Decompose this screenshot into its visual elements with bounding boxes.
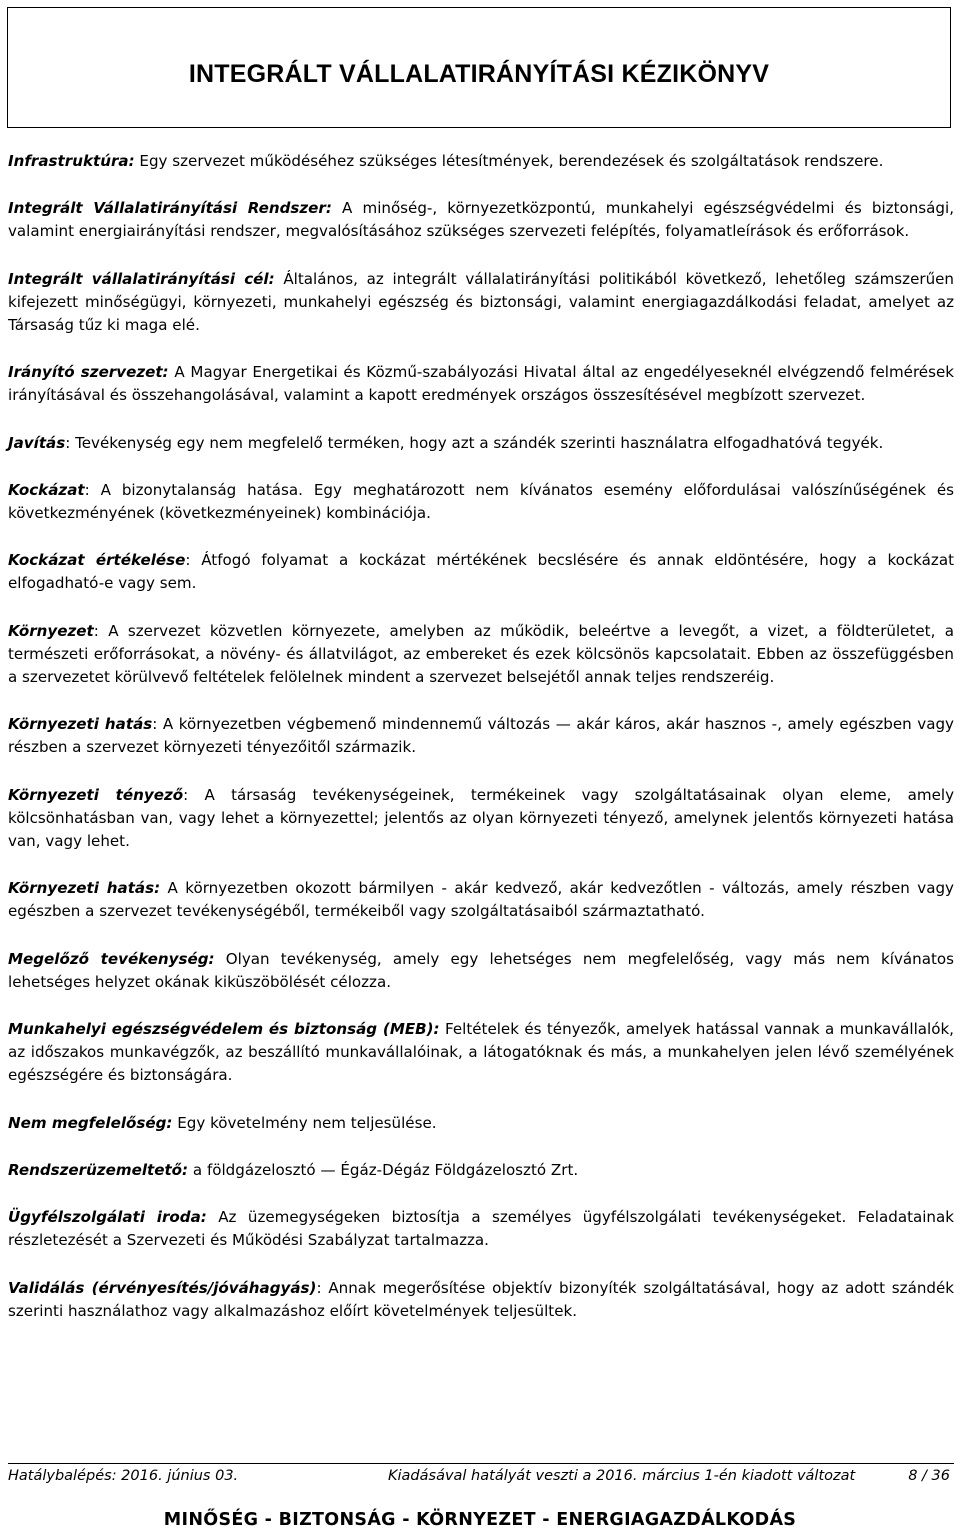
definition-kockazat: [8, 479, 954, 525]
definition-term: Környezeti tényező: [8, 785, 184, 804]
definition-iranyito-szervezet: [8, 361, 954, 407]
definition-kornyezeti-hatas: [8, 713, 954, 759]
definition-text: Olyan tevékenység, amely egy lehetséges nem megfelelőség, vagy más nem kívánatos lehetséges helyzet okának kiküszöbölését célozza.: [8, 949, 954, 991]
definition-term: Kockázat: [8, 480, 85, 499]
definition-text: : A környezetben végbemenő mindennemű változás — akár káros, akár hasznos -, amely egészben vagy részben a szervezet környezeti tényezőitől származik.: [8, 715, 954, 757]
definition-text: Egy követelmény nem teljesülése.: [172, 1113, 437, 1132]
definition-text: : Tevékenység egy nem megfelelő terméken, hogy azt a szándék szerinti használatra elfogadhatóvá tegyék.: [65, 433, 884, 452]
definition-text: Általános, az integrált vállalatirányítási politikából következő, lehetőleg számszerűen kifejezett minőségügyi, környezeti, munkahelyi egészség és biztonsági, valamint energiagazdálkodási feladat, amelyet az Társaság tűz ki maga elé.: [8, 269, 954, 335]
footer-motto: MINŐSÉG - BIZTONSÁG - KÖRNYEZET - ENERGIAGAZDÁLKODÁS: [163, 1510, 797, 1530]
definition-megelozo-tevekenyseg: [8, 948, 954, 994]
definition-validalas: [8, 1277, 954, 1323]
document-header: [7, 7, 951, 128]
definition-nem-megfeleloseg: [8, 1112, 954, 1135]
definition-meb: [8, 1018, 954, 1088]
definition-kockazat-ertekelese: [8, 549, 954, 595]
definition-term: Megelőző tevékenység:: [8, 949, 215, 968]
definition-term: Irányító szervezet:: [8, 363, 169, 382]
definition-term: Környezeti hatás: [8, 715, 153, 734]
definition-term: Rendszerüzemeltető:: [8, 1160, 189, 1179]
definition-text: Az üzemegységeken biztosítja a személyes ügyfélszolgálati tevékenységeket. Feladatainak részletezését a Szervezeti és Működési Szabályzat tartalmazza.: [8, 1208, 954, 1250]
definitions-list: [8, 150, 954, 1323]
effective-date: Hatálybalépés: 2016. június 03.: [8, 1468, 239, 1484]
definition-javitas: [8, 432, 954, 455]
definition-text: : A bizonytalanság hatása. Egy meghatározott nem kívánatos esemény előfordulásai valószínűségének és következményének (következményeinek) kombinációja.: [8, 480, 954, 523]
definition-rendszeruzemelteto: [8, 1159, 954, 1182]
definition-text: A minőség-, környezetközpontú, munkahelyi egészségvédelmi és biztonsági, valamint energiairányítási rendszer, megvalósításához szükséges szervezeti felépítés, folyamatleírások és erőforrások.: [8, 199, 954, 241]
definition-ivr-cel: [8, 268, 954, 338]
definition-term: Integrált Vállalatirányítási Rendszer:: [8, 199, 332, 218]
definition-ugyfelszolgalati-iroda: [8, 1206, 954, 1252]
definition-text: : Átfogó folyamat a kockázat mértékének becslésére és annak eldöntésére, hogy a kockázat elfogadható-e vagy sem.: [8, 551, 954, 593]
definition-infrastruktura: [8, 150, 954, 173]
definition-term: Infrastruktúra:: [8, 152, 135, 170]
definition-term: Javítás: [8, 433, 66, 452]
definition-text: A környezetben okozott bármilyen - akár kedvező, akár kedvezőtlen - változás, amely részben vagy egészben a szervezet tevékenységéből, termékeiből vagy szolgáltatásaiból származtatható.: [8, 879, 954, 921]
definition-text: Egy szervezet működéséhez szükséges létesítmények, berendezések és szolgáltatások rendszere.: [134, 152, 884, 170]
definition-kornyezeti-hatas-2: [8, 877, 954, 923]
definition-term: Integrált vállalatirányítási cél:: [8, 269, 275, 288]
supersedes-note: Kiadásával hatályát veszti a 2016. március 1-én kiadott változat: [388, 1468, 856, 1484]
definition-term: Kockázat értékelése: [8, 551, 186, 570]
definition-text: a földgázelosztó — Égáz-Dégáz Földgázelosztó Zrt.: [188, 1160, 579, 1179]
page-footer: [8, 1463, 954, 1486]
definition-term: Nem megfelelőség:: [8, 1113, 173, 1132]
definition-term: Környezet: [8, 621, 94, 640]
definition-text: : A társaság tevékenységeinek, termékeinek vagy szolgáltatásainak olyan eleme, amely kölcsönhatásban van, vagy lehet a környezettel; jelentős az olyan környezeti tényező, amelynek jelentős környezeti hatása van, vagy lehet.: [8, 785, 955, 851]
definition-text: A Magyar Energetikai és Közmű-szabályozási Hivatal által az engedélyeseknél elvégzendő felmérések irányításával és összehangolásával, valamint a kapott eredmények országos összesítésével megbízott szervezet.: [8, 363, 954, 405]
definition-term: Ügyfélszolgálati iroda:: [8, 1208, 207, 1227]
document-title: INTEGRÁLT VÁLLALATIRÁNYÍTÁSI KÉZIKÖNYV: [188, 60, 770, 88]
definition-kornyezet: [8, 620, 954, 690]
definition-term: Validálás (érvényesítés/jóváhagyás): [8, 1278, 317, 1297]
definition-term: Környezeti hatás:: [8, 879, 161, 898]
definition-ivr: [8, 197, 954, 243]
definition-term: Munkahelyi egészségvédelem és biztonság (MEB):: [8, 1020, 440, 1039]
definition-text: Feltételek és tényezők, amelyek hatással vannak a munkavállalók, az időszakos munkavégzők, az beszállító munkavállalóinak, a látogatóknak és más, a munkahelyen jelen lévő személyének egészségére és biztonságára.: [8, 1020, 954, 1085]
definition-text: : Annak megerősítése objektív bizonyíték szolgáltatásával, hogy az adott szándék szerinti használathoz vagy alkalmazáshoz előírt követelmények teljesültek.: [8, 1278, 955, 1320]
definition-kornyezeti-tenyezo: [8, 784, 954, 854]
definition-text: : A szervezet közvetlen környezete, amelyben az működik, beleértve a levegőt, a vizet, a földterületet, a természeti erőforrásokat, a növény- és állatvilágot, az embereket és ezek kölcsönös kapcsolatait. Ebben az összefüggésben a szervezetet körülvevő feltételek felölelnek mindent a szervezet belsejétől annak teljes rendszeréig.: [8, 621, 954, 687]
page-number: 8 / 36: [908, 1468, 950, 1484]
